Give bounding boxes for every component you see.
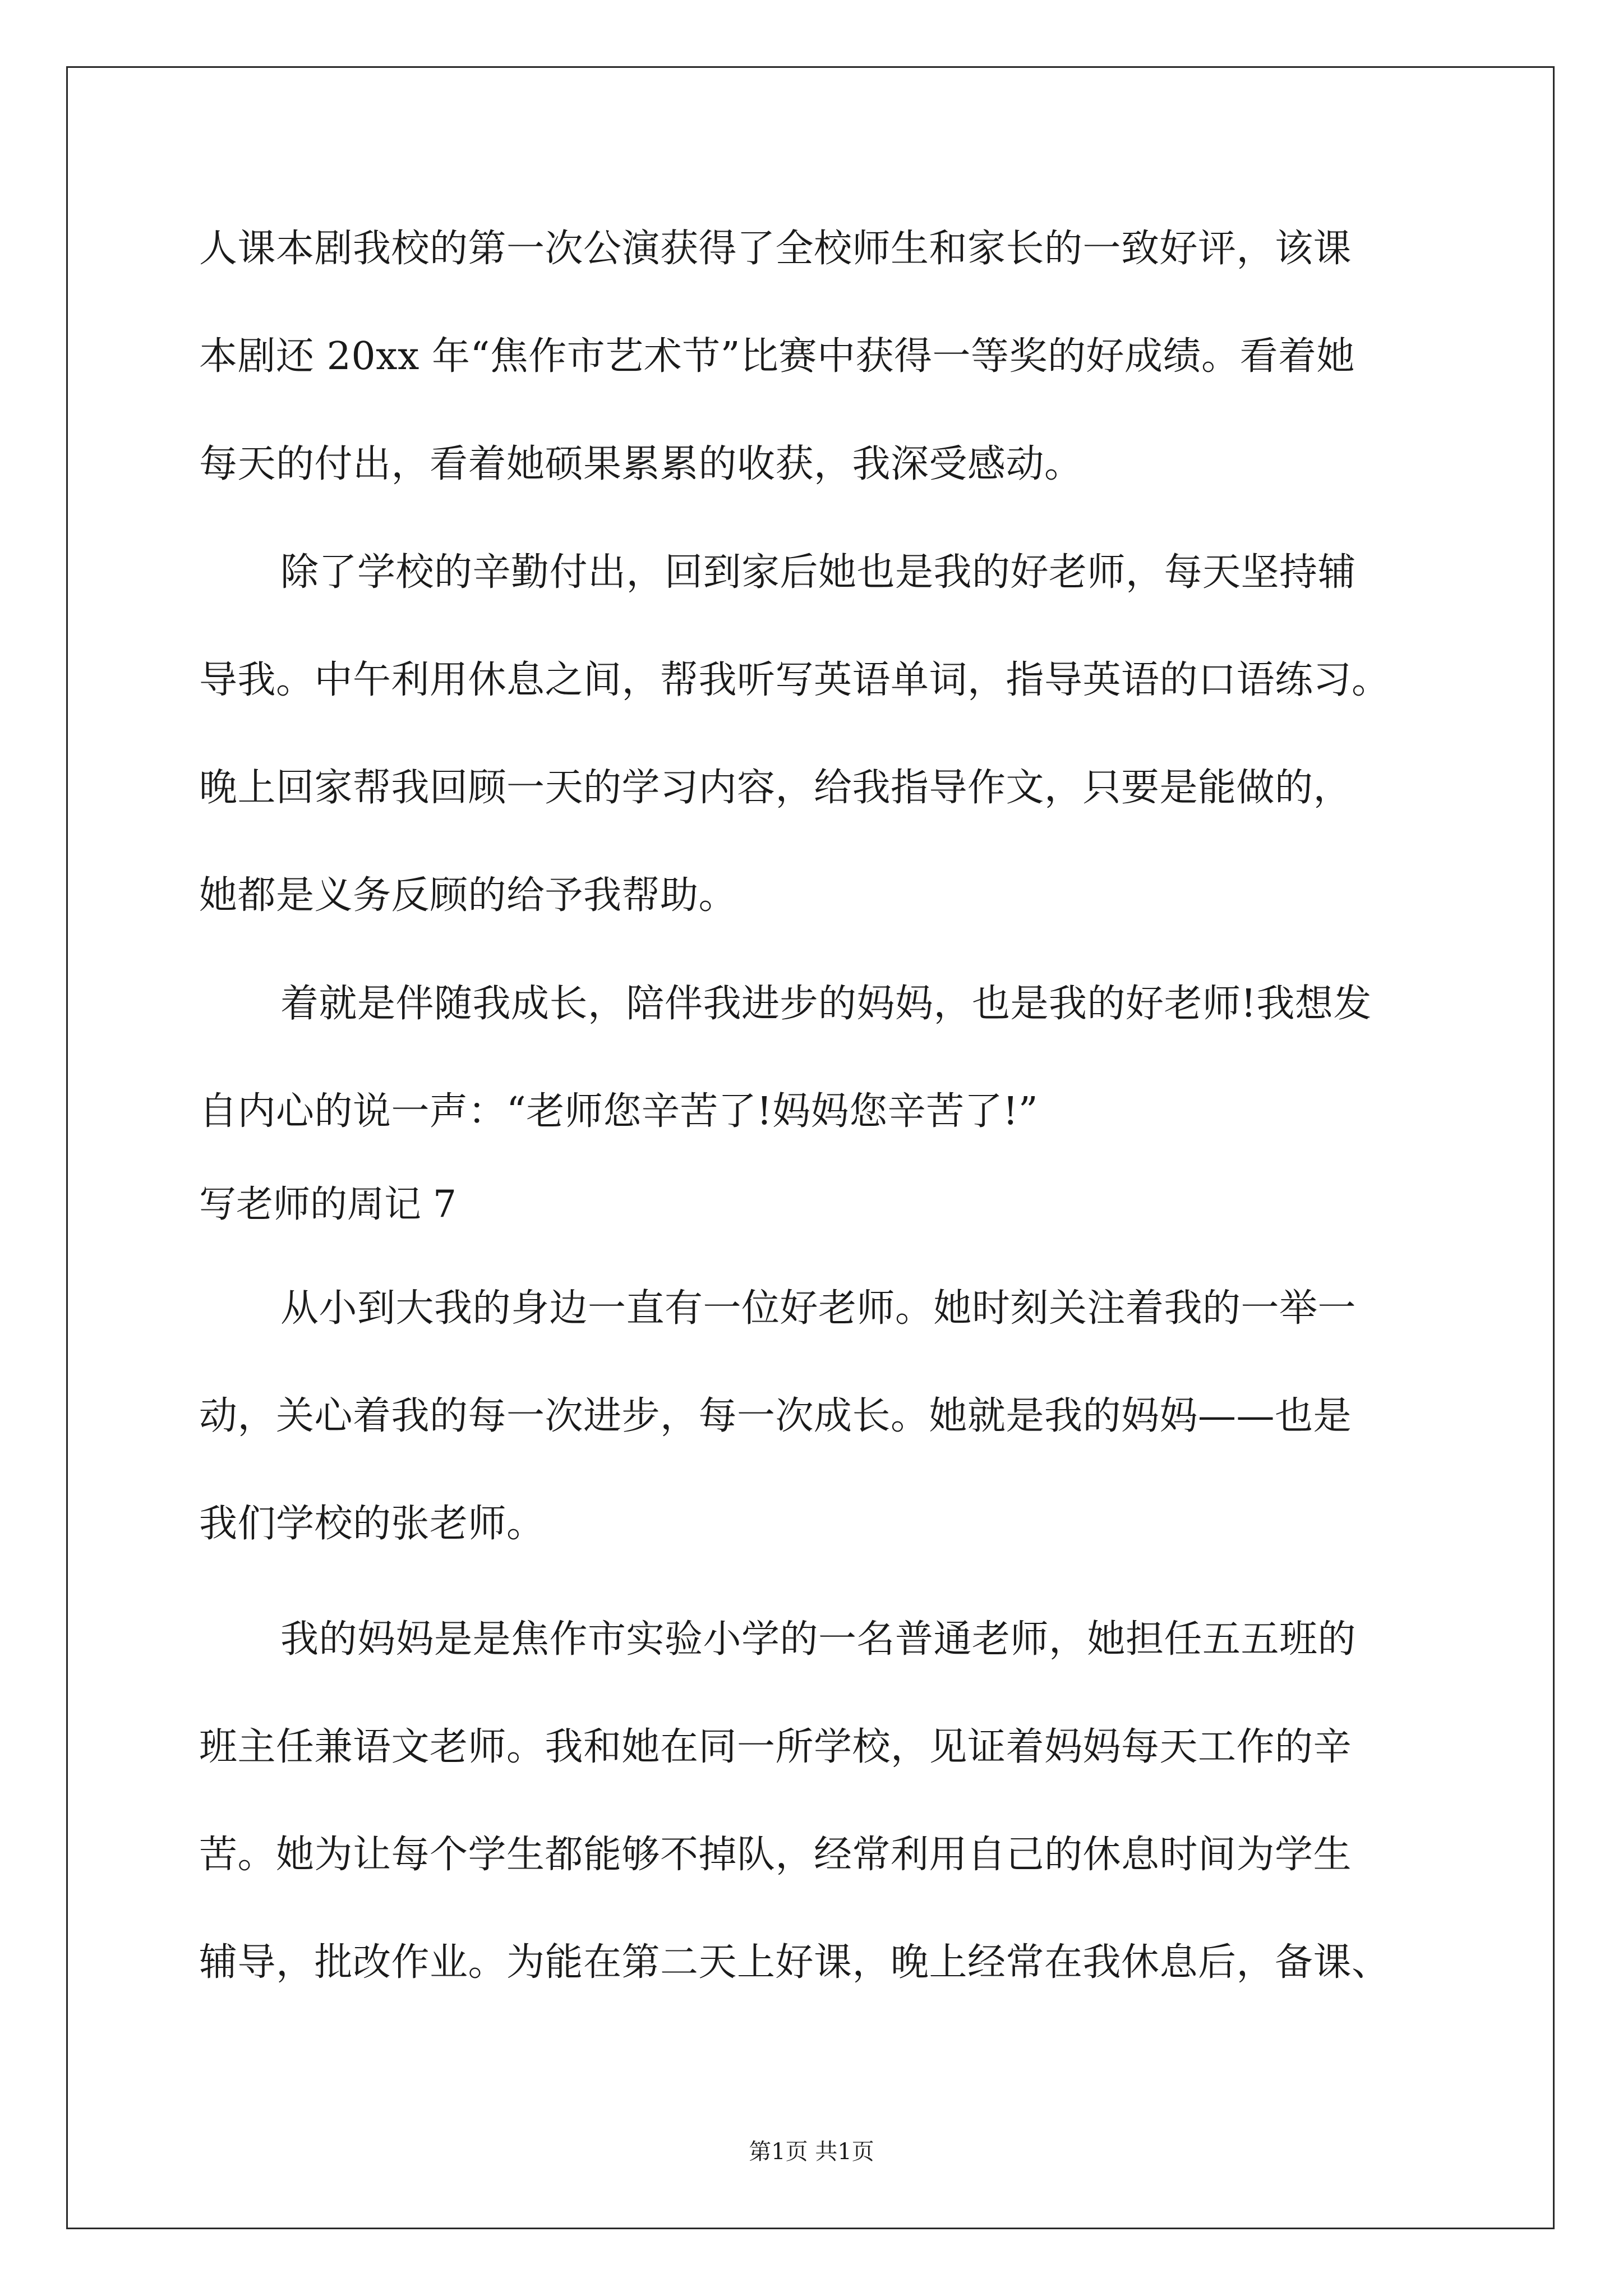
section-heading: 写老师的周记 7 (199, 1182, 457, 1226)
text-line: 动，关心着我的每一次进步，每一次成长。她就是我的妈妈——也是 (199, 1394, 1352, 1438)
paragraph-start-line: 从小到大我的身边一直有一位好老师。她时刻关注着我的一举一 (280, 1286, 1357, 1331)
text-line: 每天的付出，看着她硕果累累的收获，我深受感动。 (199, 442, 1083, 486)
text-line: 晚上回家帮我回顾一天的学习内容，给我指导作文，只要是能做的， (199, 766, 1352, 810)
text-line: 她都是义务反顾的给予我帮助。 (199, 873, 737, 918)
text-line: 我们学校的张老师。 (199, 1502, 545, 1546)
text-line: 辅导，批改作业。为能在第二天上好课，晚上经常在我休息后，备课、 (199, 1940, 1390, 1985)
text-line: 自内心的说一声：“老师您辛苦了!妈妈您辛苦了!” (199, 1089, 1039, 1134)
text-line: 人课本剧我校的第一次公演获得了全校师生和家长的一致好评，该课 (199, 227, 1352, 271)
text-line: 导我。中午利用休息之间，帮我听写英语单词，指导英语的口语练习。 (199, 658, 1390, 702)
paragraph-start-line: 我的妈妈是是焦作市实验小学的一名普通老师，她担任五五班的 (280, 1617, 1357, 1662)
page-number-footer: 第1页 共1页 (749, 2139, 874, 2165)
text-line: 苦。她为让每个学生都能够不掉队，经常利用自己的休息时间为学生 (199, 1833, 1352, 1877)
page-border (66, 66, 1555, 2229)
paragraph-start-line: 除了学校的辛勤付出，回到家后她也是我的好老师，每天坚持辅 (280, 550, 1357, 595)
text-line: 班主任兼语文老师。我和她在同一所学校，见证着妈妈每天工作的辛 (199, 1725, 1352, 1769)
text-line: 本剧还 20xx 年“焦作市艺术节”比赛中获得一等奖的好成绩。看着她 (199, 334, 1355, 379)
paragraph-start-line: 着就是伴随我成长，陪伴我进步的妈妈，也是我的好老师!我想发 (280, 982, 1372, 1026)
